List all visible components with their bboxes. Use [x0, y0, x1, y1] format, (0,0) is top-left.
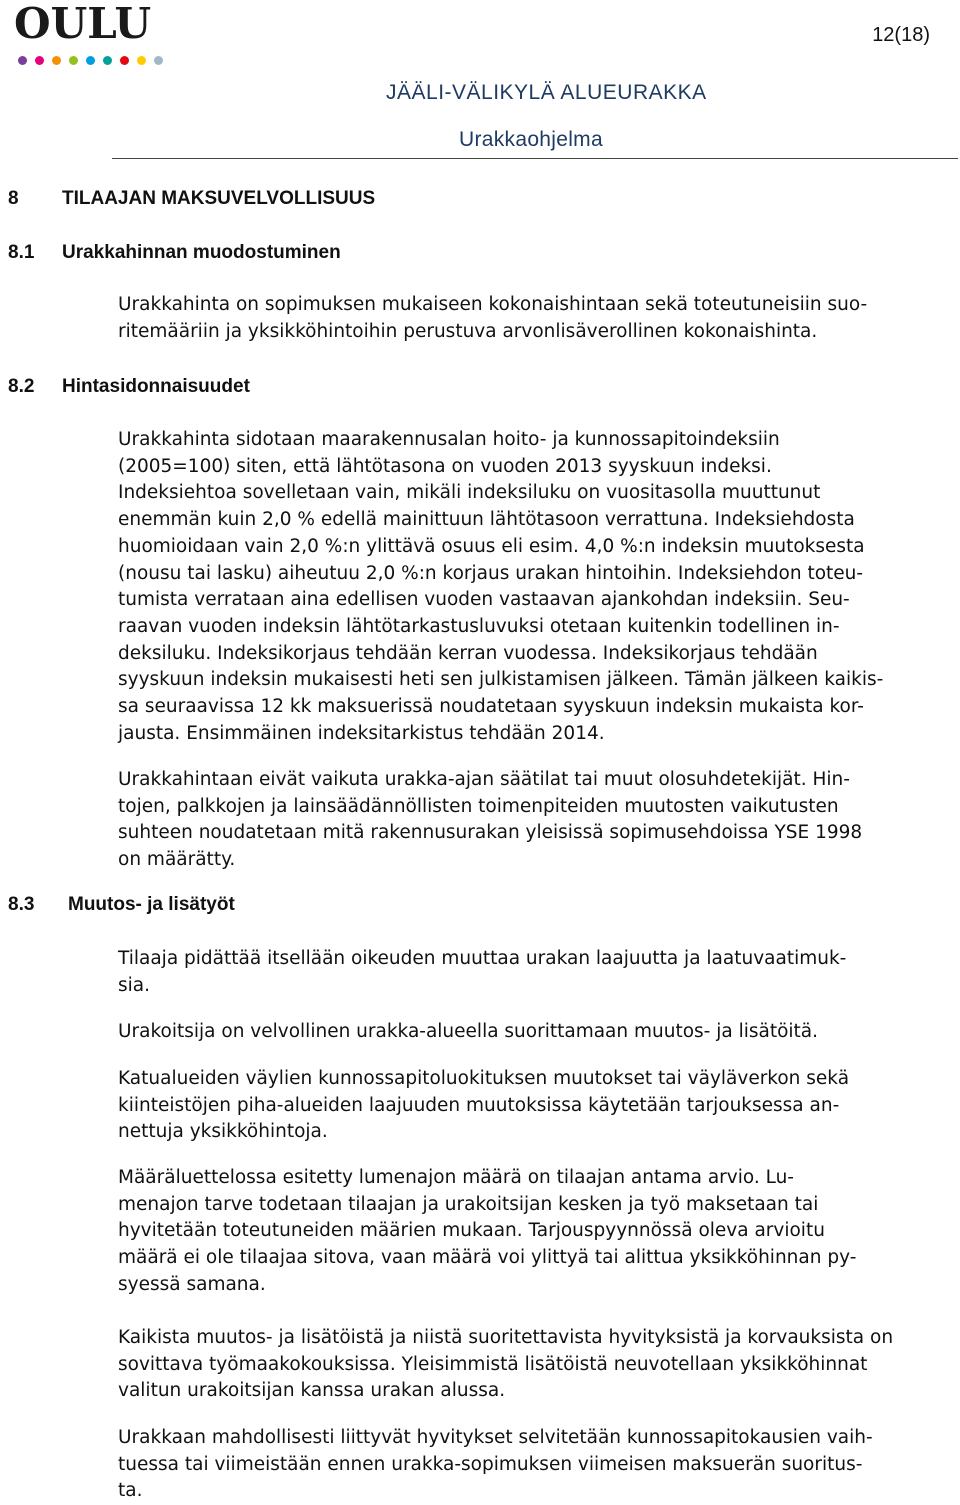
paragraph-conditions	[118, 767, 954, 874]
text-line: hyvitetään toteutuneiden määrien mukaan. Tarjouspyynnössä oleva arvioitu	[118, 1220, 825, 1242]
text-line: huomioidaan vain 2,0 %:n ylittävä osuus eli esim. 4,0 %:n indeksin muutoksesta	[118, 535, 865, 557]
logo-text: OULU	[14, 0, 152, 48]
text-line: Kaikista muutos- ja lisätöistä ja niistä suoritettavista hyvityksistä ja korvauksista on	[118, 1327, 894, 1348]
heading-number: 8	[8, 188, 19, 209]
text-line: Urakoitsija on velvollinen urakka-alueella suorittamaan muutos- ja lisätöitä.	[118, 1021, 819, 1042]
text-line: ritemääriin ja yksikköhintoihin perustuva arvonlisäverollinen kokonaishinta.	[118, 320, 818, 342]
text-line: ta.	[118, 1480, 143, 1502]
text-line: sia.	[118, 974, 150, 996]
logo-dot	[52, 56, 61, 65]
heading-number: 8.3	[8, 894, 35, 915]
text-line: sovittava työmaakokouksissa. Yleisimmistä lisätöistä neuvotellaan yksikköhinnat	[118, 1353, 868, 1375]
header-divider	[112, 158, 958, 159]
text-line: sa seuraavissa 12 kk maksuerissä noudatetaan syyskuun indeksin mukaista kor-	[118, 696, 864, 718]
text-line: tumista verrataan aina edellisen vuoden vastaavan ajankohdan indeksiin. Seu-	[118, 589, 850, 611]
text-line: kiinteistöjen piha-alueiden laajuuden muutoksissa käytetään tarjouksessa an-	[118, 1094, 840, 1116]
text-line: suhteen noudatetaan mitä rakennusurakan yleisissä sopimusehdoissa YSE 1998	[118, 822, 863, 844]
text-line: Indeksiehtoa sovelletaan vain, mikäli indeksiluku on vuositasolla muuttunut	[118, 482, 821, 504]
text-line: on määrätty.	[118, 849, 236, 871]
heading-8-3	[8, 894, 235, 916]
page-number: 12(18)	[872, 24, 930, 46]
text-line: Katualueiden väylien kunnossapitoluokituksen muutokset tai väyläverkon sekä	[118, 1068, 850, 1089]
paragraph-compensations	[118, 1425, 954, 1505]
logo-dots	[18, 56, 163, 65]
text-line: syessä samana.	[118, 1273, 266, 1295]
text-line: valitun urakoitsijan kanssa urakan alussa.	[118, 1380, 506, 1402]
heading-title: Hintasidonnaisuudet	[62, 376, 250, 397]
text-line: määrä ei ole tilaajaa sitova, vaan määrä voi ylittyä tai alittua yksikköhinnan py-	[118, 1247, 857, 1269]
text-line: tojen, palkkojen ja lainsäädännöllisten toimenpiteiden muutosten vaikutusten	[118, 795, 839, 817]
text-line: nettuja yksikköhintoja.	[118, 1121, 328, 1143]
text-line: (2005=100) siten, että lähtötasona on vuoden 2013 syyskuun indeksi.	[118, 455, 772, 477]
heading-number: 8.1	[8, 242, 35, 263]
text-line: tuessa tai viimeistään ennen urakka-sopimuksen viimeisen maksuerän suoritus-	[118, 1453, 863, 1475]
heading-8-1	[8, 242, 341, 264]
text-line: syyskuun indeksin mukaisesti heti sen julkistamisen jälkeen. Tämän jälkeen kaikis-	[118, 669, 884, 691]
heading-title: TILAAJAN MAKSUVELVOLLISUUS	[62, 188, 376, 209]
heading-title: Urakkahinnan muodostuminen	[62, 242, 341, 263]
logo-dot	[103, 56, 112, 65]
text-line: Urakkahintaan eivät vaikuta urakka-ajan säätilat tai muut olosuhdetekijät. Hin-	[118, 769, 850, 790]
paragraph-site-meetings	[118, 1325, 954, 1405]
text-line: jausta. Ensimmäinen indeksitarkistus tehdään 2014.	[118, 722, 605, 744]
paragraph-scope	[118, 946, 954, 999]
oulu-logo	[14, 2, 214, 72]
text-line: Urakkaan mahdollisesti liittyvät hyvitykset selvitetään kunnossapitokausien vaih-	[118, 1427, 873, 1448]
text-line: menajon tarve todetaan tilaajan ja urakoitsijan kesken ja työ maksetaan tai	[118, 1193, 819, 1215]
paragraph-snow-removal	[118, 1165, 954, 1299]
text-line: Tilaaja pidättää itsellään oikeuden muuttaa urakan laajuutta ja laatuvaatimuk-	[118, 948, 847, 969]
text-line: (nousu tai lasku) aiheutuu 2,0 %:n korjaus urakan hintoihin. Indeksiehdon toteu-	[118, 562, 864, 584]
logo-dot	[86, 56, 95, 65]
text-line: Urakkahinta on sopimuksen mukaiseen kokonaishintaan sekä toteutuneisiin suo-	[118, 294, 868, 315]
paragraph-index	[118, 427, 954, 747]
logo-dot	[120, 56, 129, 65]
logo-dot	[154, 56, 163, 65]
logo-dot	[69, 56, 78, 65]
heading-8	[8, 188, 375, 210]
heading-number: 8.2	[8, 376, 35, 397]
logo-dot	[137, 56, 146, 65]
heading-8-2	[8, 376, 250, 398]
document-title: JÄÄLI-VÄLIKYLÄ ALUEURAKKA	[386, 81, 707, 104]
logo-dot	[18, 56, 27, 65]
document-subtitle: Urakkaohjelma	[459, 128, 603, 151]
heading-title: Muutos- ja lisätyöt	[68, 894, 235, 915]
paragraph-8-1	[118, 292, 954, 345]
paragraph-contractor	[118, 1019, 954, 1046]
text-line: deksiluku. Indeksikorjaus tehdään kerran vuodessa. Indeksikorjaus tehdään	[118, 642, 818, 664]
logo-dot	[35, 56, 44, 65]
text-line: enemmän kuin 2,0 % edellä mainittuun lähtötasoon verrattuna. Indeksiehdosta	[118, 509, 855, 531]
paragraph-street-areas	[118, 1066, 954, 1146]
text-line: raavan vuoden indeksin lähtötarkastusluvuksi otetaan kuitenkin todellinen in-	[118, 615, 840, 637]
text-line: Määräluettelossa esitetty lumenajon määrä on tilaajan antama arvio. Lu-	[118, 1167, 794, 1188]
text-line: Urakkahinta sidotaan maarakennusalan hoito- ja kunnossapitoindeksiin	[118, 429, 780, 450]
